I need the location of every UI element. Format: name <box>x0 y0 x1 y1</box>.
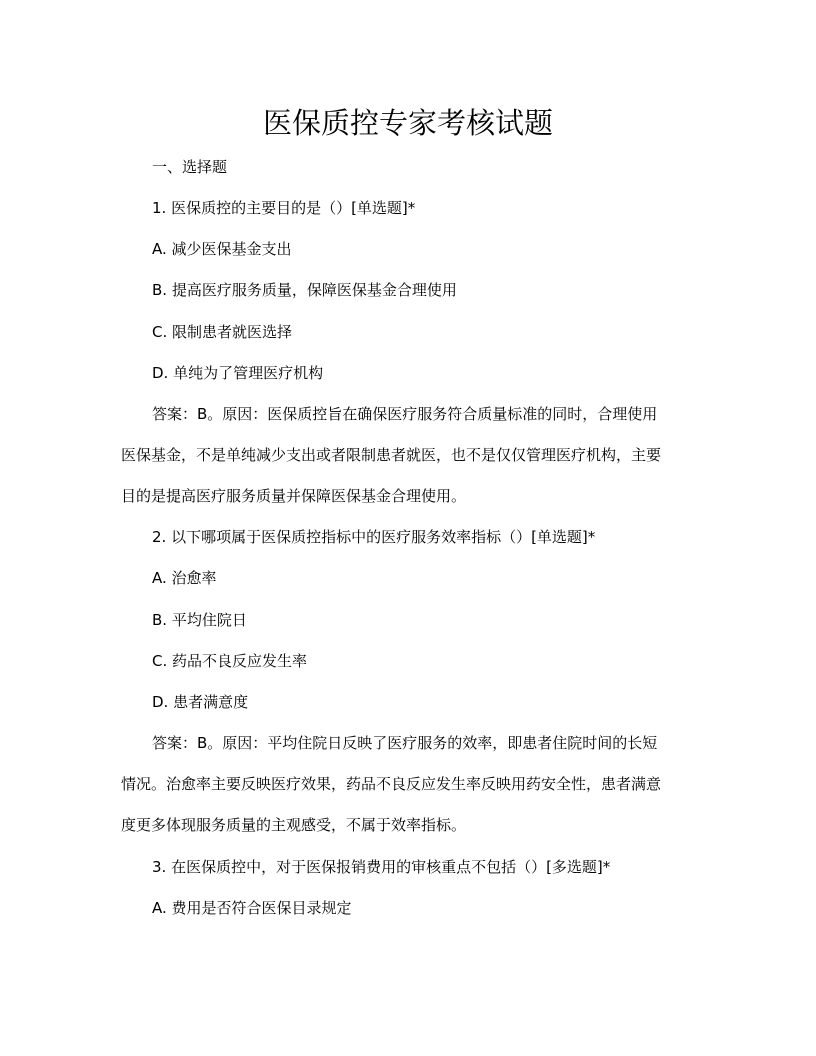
question-1-option-c: C. 限制患者就医选择 <box>152 323 293 341</box>
question-3-option-a: A. 费用是否符合医保目录规定 <box>152 899 352 917</box>
question-2-option-a: A. 治愈率 <box>152 569 217 587</box>
question-1-answer-line-1: 答案：B。原因：医保质控旨在确保医疗服务符合质量标准的同时，合理使用 <box>152 405 658 423</box>
question-1-stem: 1. 医保质控的主要目的是（）[单选题]* <box>152 199 416 217</box>
question-2-option-b: B. 平均住院日 <box>152 611 247 629</box>
question-2-answer-line-2: 情况。治愈率主要反映医疗效果，药品不良反应发生率反映用药安全性，患者满意 <box>121 775 662 793</box>
question-1-option-b: B. 提高医疗服务质量，保障医保基金合理使用 <box>152 281 457 299</box>
question-2-option-d: D. 患者满意度 <box>152 693 249 711</box>
question-1-answer-line-3: 目的是提高医疗服务质量并保障医保基金合理使用。 <box>121 487 467 505</box>
question-1-answer-line-2: 医保基金，不是单纯减少支出或者限制患者就医，也不是仅仅管理医疗机构，主要 <box>121 446 662 464</box>
question-2-option-c: C. 药品不良反应发生率 <box>152 652 308 670</box>
question-1-option-d: D. 单纯为了管理医疗机构 <box>152 364 324 382</box>
question-2-stem: 2. 以下哪项属于医保质控指标中的医疗服务效率指标（）[单选题]* <box>152 528 596 546</box>
document-title: 医保质控专家考核试题 <box>262 106 553 140</box>
question-2-answer-line-3: 度更多体现服务质量的主观感受，不属于效率指标。 <box>121 816 467 834</box>
question-3-stem: 3. 在医保质控中，对于医保报销费用的审核重点不包括（）[多选题]* <box>152 858 611 876</box>
question-2-answer-line-1: 答案：B。原因：平均住院日反映了医疗服务的效率，即患者住院时间的长短 <box>152 734 658 752</box>
section-heading: 一、选择题 <box>152 158 228 176</box>
question-1-option-a: A. 减少医保基金支出 <box>152 240 292 258</box>
